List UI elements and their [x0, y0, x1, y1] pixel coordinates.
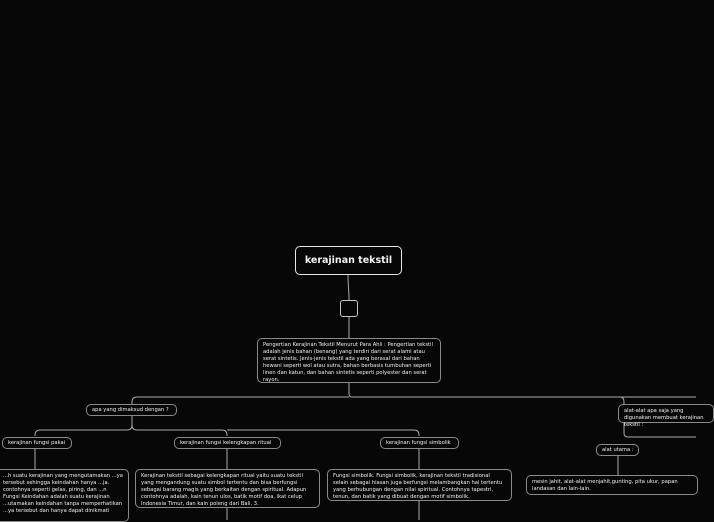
branch-ritual-text[interactable]: Kerajinan tekstil sebagai kelengkapan ritual yaitu suatu tekstil yang mengandung suatu simbol tertentu dan bisa berfungsi sebagai barang magis yang berkaitan dengan spiritual. Adapun contohnya adalah, kain tenun ulos, batik motif doa, ikat celup Indonesia Timur, dan kain poleng dari Bali. 3.	[135, 469, 320, 508]
branch-symbolic-label[interactable]: kerajinan fungsi simbolik	[380, 437, 459, 449]
branch-pakai-label[interactable]: kerajinan fungsi pakai	[2, 437, 72, 449]
definition-node[interactable]: Pengertian Kerajinan Tekstil Menurut Para Ahli : Pengertian tekstil adalah jenis bahan (benang) yang terdiri dari serat alami atau serat sintetis. Jenis-jenis tekstil ada yang berasal dari bahan hewani seperti wol atau sutra, bahan berbasis tumbuhan seperti linen dan katun, dan bahan sintetis seperti polyester dan serat rayon.	[257, 338, 441, 383]
empty-node[interactable]	[340, 300, 358, 317]
root-node[interactable]: kerajinan tekstil	[295, 246, 402, 275]
link-question-meaning-ritual	[132, 425, 227, 436]
question-meaning-node[interactable]: apa yang dimaksud dengan ?	[86, 404, 177, 416]
tools-main-label[interactable]: alat utama :	[596, 444, 639, 456]
tools-main-text[interactable]: mesin jahit, alat-alat menjahit,gunting, pita ukur, papan landasan dan lain-lain.	[526, 475, 698, 495]
branch-ritual-label[interactable]: kerajinan fungsi kelengkapan ritual	[174, 437, 281, 449]
branch-symbolic-text[interactable]: Fungsi simbolik. Fungsi simbolik, kerajinan tekstil tradisional selain sebagai hiasan juga berfungsi melambangkan hal tertentu yang berhubungan dengan nilai spiritual. Contohnya tapestri, tenun, dan batik yang dibuat dengan motif simbolik.	[327, 469, 512, 501]
question-tools-node[interactable]: alat-alat apa saja yang digunakan membuat kerajinan tekstil :	[618, 404, 714, 423]
link-ritual-symbolic	[227, 430, 419, 436]
link-question-meaning-bus	[35, 416, 132, 436]
branch-pakai-text[interactable]: ...h suatu kerajinan yang mengutamakan ...ya tersebut sehingga keindahan hanya ...ja. contohnya seperti gelas, piring, dan ...n Fungsi Keindahan adalah suatu kerajinan ...utamakan keindahan tanpa memperhatikan ...ya tersebut dan hanya dapat dinikmati	[0, 469, 129, 522]
link-bus-question-tools	[620, 397, 624, 404]
link-root-empty	[348, 275, 349, 300]
link-definition-bus	[349, 383, 696, 397]
link-bus-question-meaning	[132, 397, 349, 404]
